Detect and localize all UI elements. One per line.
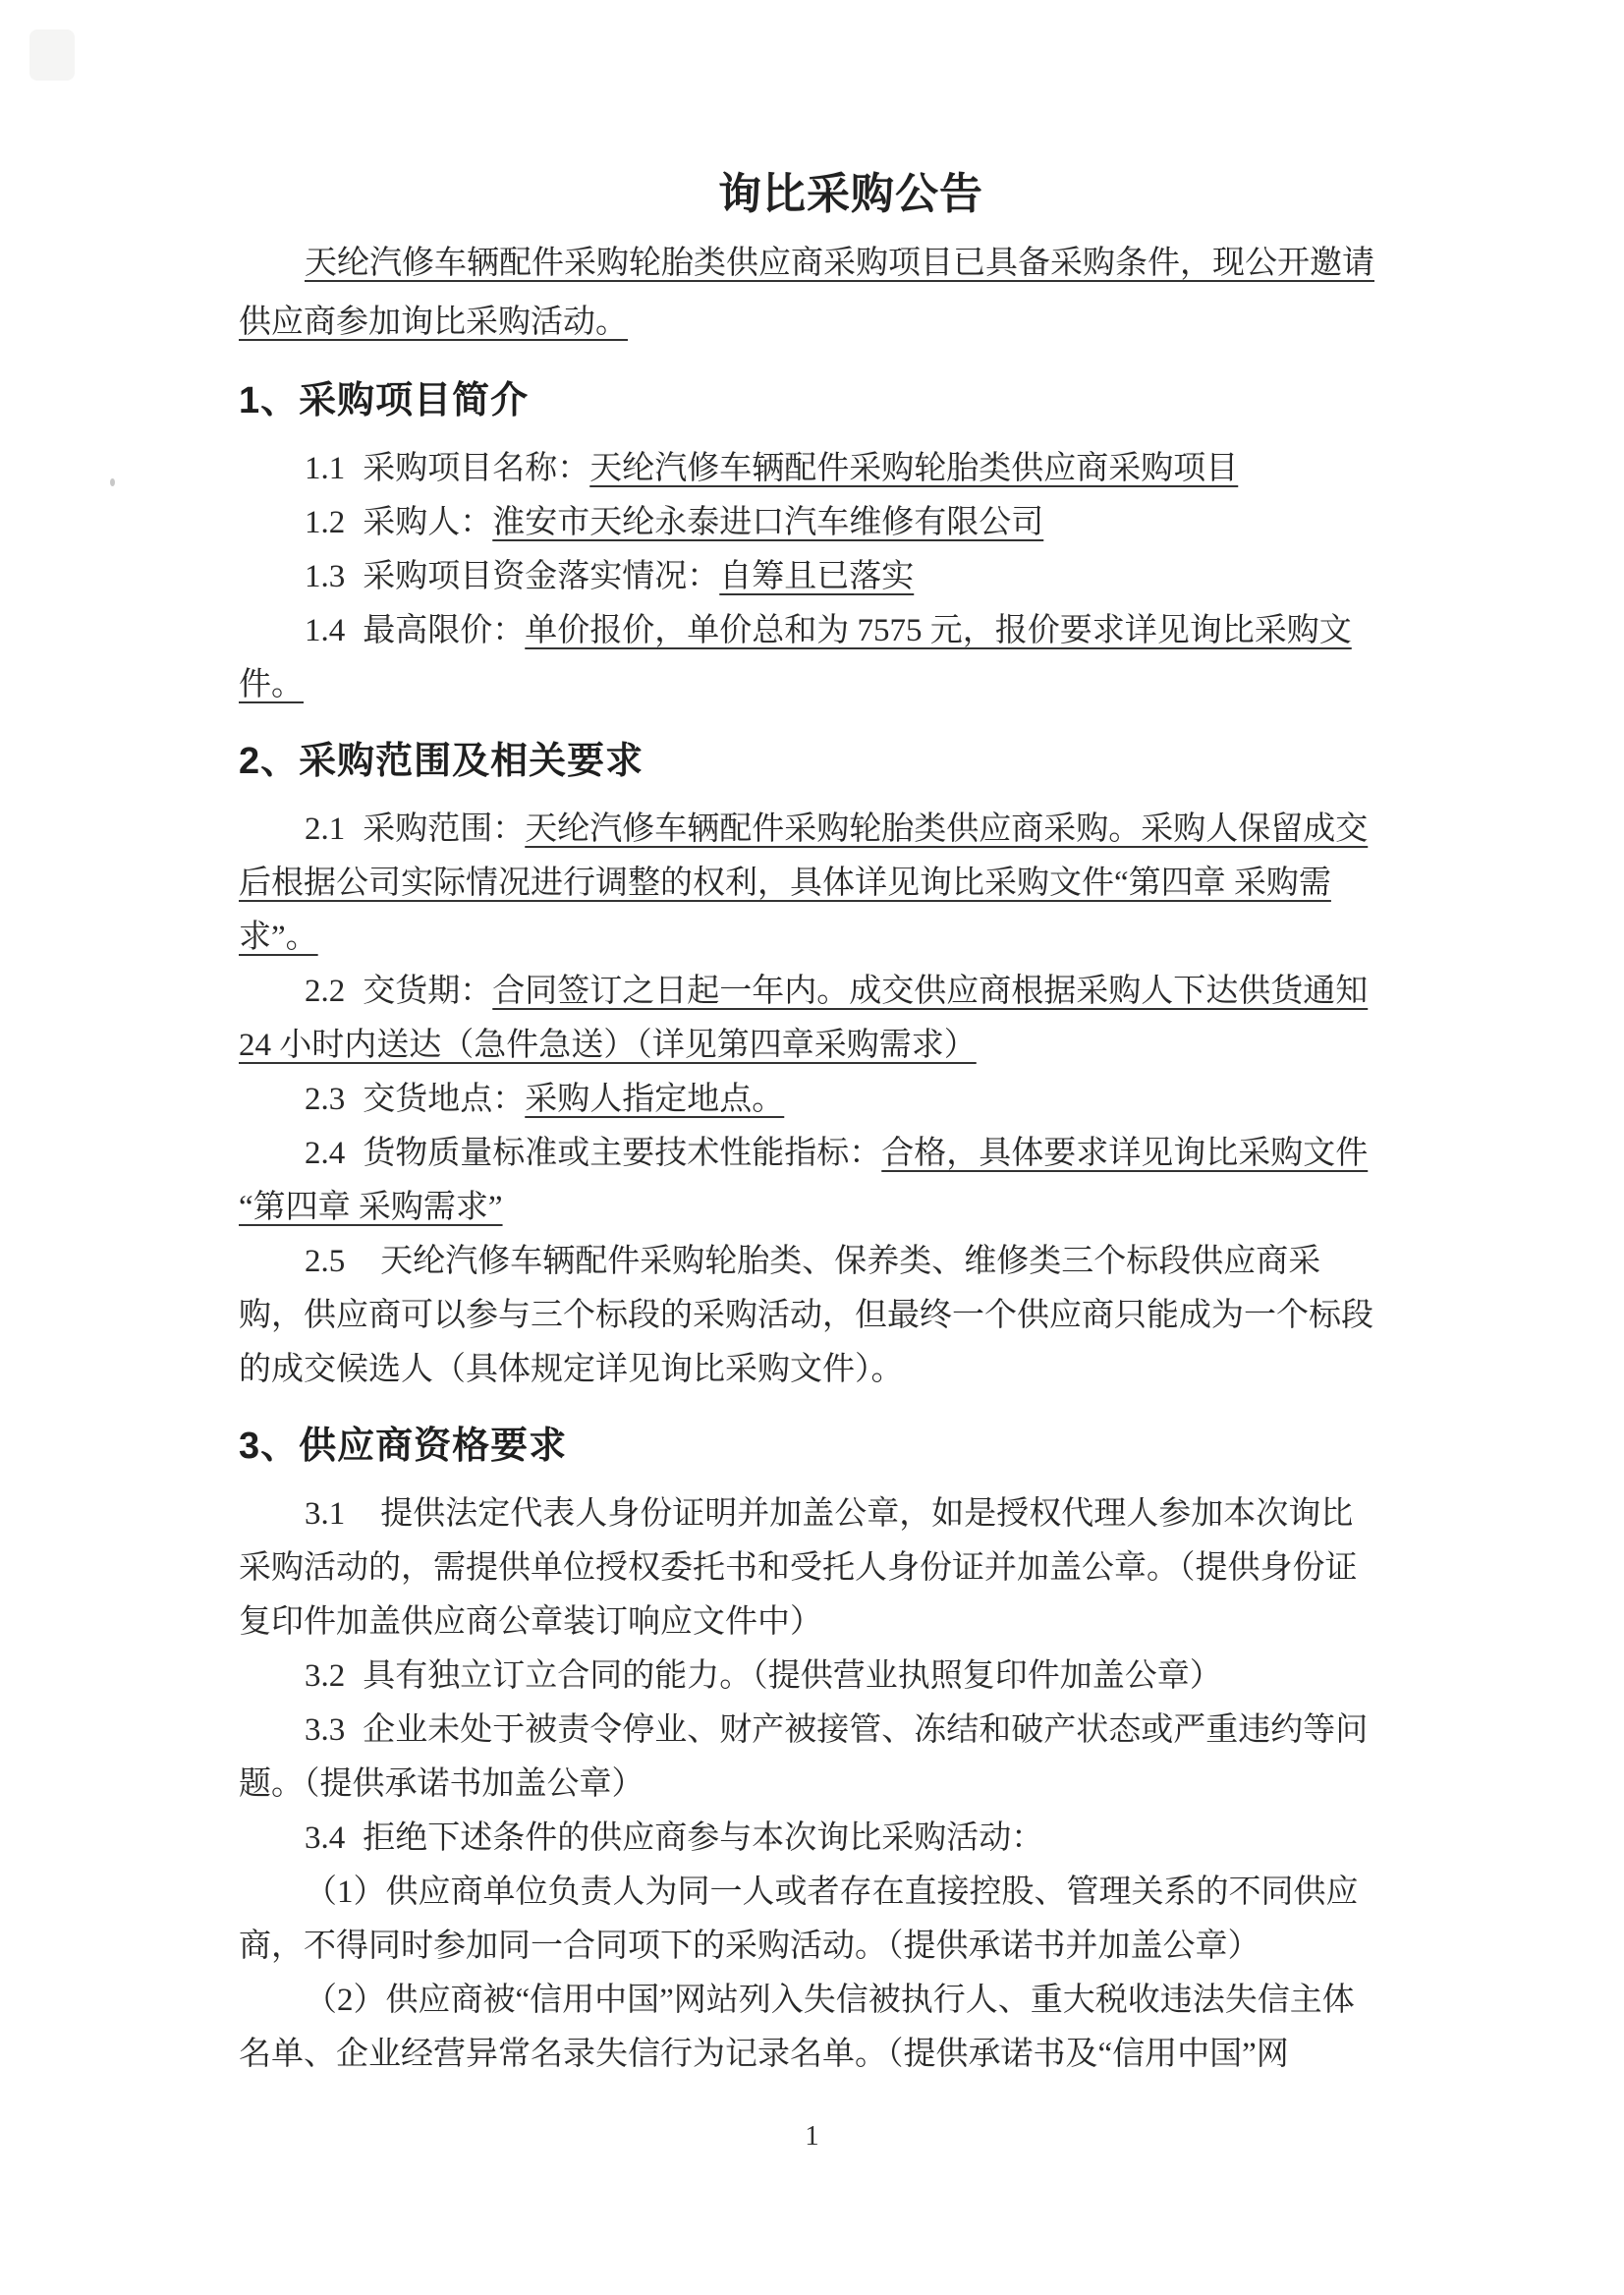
item-1-2 (239, 496, 1378, 550)
intro-text: 天纶汽修车辆配件采购轮胎类供应商采购项目已具备采购条件，现公开邀请供应商参加询比采购活动。 (239, 246, 1374, 340)
item-2-4-label: 货物质量标准或主要技术性能指标： (363, 1136, 882, 1171)
item-3-2-number: 3.2 (305, 1658, 346, 1694)
item-2-2 (239, 965, 1378, 1073)
item-3-3 (239, 1704, 1378, 1812)
document-title: 询比采购公告 (718, 170, 983, 218)
intro-paragraph (239, 234, 1378, 352)
item-2-4 (239, 1127, 1378, 1235)
section-2-heading: 2、采购范围及相关要求 (239, 741, 644, 782)
item-1-1-label: 采购项目名称： (363, 451, 590, 486)
item-3-4-number: 3.4 (305, 1820, 346, 1856)
item-2-5-text: 天纶汽修车辆配件采购轮胎类、保养类、维修类三个标段供应商采购，供应商可以参与三个标段的采购活动，但最终一个供应商只能成为一个标段的成交候选人（具体规定详见询比采购文件）。 (239, 1244, 1373, 1387)
item-3-3-number: 3.3 (305, 1712, 346, 1748)
item-1-3-value: 自筹且已落实 (719, 559, 915, 594)
item-3-4 (239, 1812, 1378, 1866)
clause-1-text: （1）供应商单位负责人为同一人或者存在直接控股、管理关系的不同供应商，不得同时参加同一合同项下的采购活动。（提供承诺书并加盖公章） (239, 1875, 1359, 1964)
item-3-4-text: 拒绝下述条件的供应商参与本次询比采购活动： (363, 1820, 1044, 1856)
section-1-heading: 1、采购项目简介 (239, 380, 530, 421)
item-2-3-value: 采购人指定地点。 (525, 1082, 785, 1117)
item-1-3 (239, 550, 1378, 604)
clause-2 (239, 1974, 1378, 2082)
item-3-2-text: 具有独立订立合同的能力。（提供营业执照复印件加盖公章） (363, 1658, 1222, 1694)
scan-artifact (29, 29, 75, 81)
item-1-4-value: 单价报价，单价总和为 7575 元，报价要求详见询比采购文件。 (239, 613, 1352, 702)
item-2-2-label: 交货期： (363, 974, 493, 1009)
scan-artifact (110, 478, 115, 486)
item-1-2-number: 1.2 (305, 505, 346, 540)
item-1-4-number: 1.4 (305, 613, 346, 648)
section-3-heading: 3、供应商资格要求 (239, 1426, 568, 1467)
item-2-3-label: 交货地点： (363, 1082, 526, 1117)
item-2-4-number: 2.4 (305, 1136, 346, 1171)
item-3-3-text: 企业未处于被责令停业、财产被接管、冻结和破产状态或严重违约等问题。（提供承诺书加盖公章） (239, 1712, 1369, 1802)
item-3-1-text: 提供法定代表人身份证明并加盖公章，如是授权代理人参加本次询比采购活动的，需提供单位授权委托书和受托人身份证并加盖公章。（提供身份证复印件加盖供应商公章装订响应文件中） (239, 1496, 1358, 1640)
item-1-1-value: 天纶汽修车辆配件采购轮胎类供应商采购项目 (589, 451, 1239, 486)
item-2-3-number: 2.3 (305, 1082, 346, 1117)
item-3-1 (239, 1487, 1378, 1650)
item-1-2-label: 采购人： (363, 505, 493, 540)
item-2-3 (239, 1073, 1378, 1127)
item-2-1-value: 天纶汽修车辆配件采购轮胎类供应商采购。采购人保留成交后根据公司实际情况进行调整的权利，具体详见询比采购文件“第四章 采购需求”。 (239, 812, 1369, 955)
item-1-2-value: 淮安市天纶永泰进口汽车维修有限公司 (492, 505, 1044, 540)
item-2-5-number: 2.5 (305, 1244, 346, 1279)
item-2-2-number: 2.2 (305, 974, 346, 1009)
item-1-4 (239, 604, 1378, 712)
clause-2-text: （2）供应商被“信用中国”网站列入失信被执行人、重大税收违法失信主体名单、企业经营异常名录失信行为记录名单。（提供承诺书及“信用中国”网 (239, 1983, 1355, 2072)
item-1-4-label: 最高限价： (363, 613, 526, 648)
item-2-5 (239, 1235, 1378, 1397)
item-2-1-label: 采购范围： (363, 812, 526, 847)
item-1-1 (239, 442, 1378, 496)
clause-1 (239, 1866, 1378, 1974)
item-2-4-value: 合格，具体要求详见询比采购文件“第四章 采购需求” (239, 1136, 1369, 1225)
item-2-1 (239, 803, 1378, 965)
document-content (239, 165, 1378, 2082)
page-number: 1 (805, 2120, 819, 2152)
item-3-1-number: 3.1 (305, 1496, 346, 1532)
item-2-1-number: 2.1 (305, 812, 346, 847)
item-3-2 (239, 1650, 1378, 1704)
item-1-3-number: 1.3 (305, 559, 346, 594)
item-2-2-value: 合同签订之日起一年内。成交供应商根据采购人下达供货通知 24 小时内送达（急件急送）（详见第四章采购需求） (239, 974, 1369, 1063)
item-1-1-number: 1.1 (305, 451, 346, 486)
item-1-3-label: 采购项目资金落实情况： (363, 559, 720, 594)
